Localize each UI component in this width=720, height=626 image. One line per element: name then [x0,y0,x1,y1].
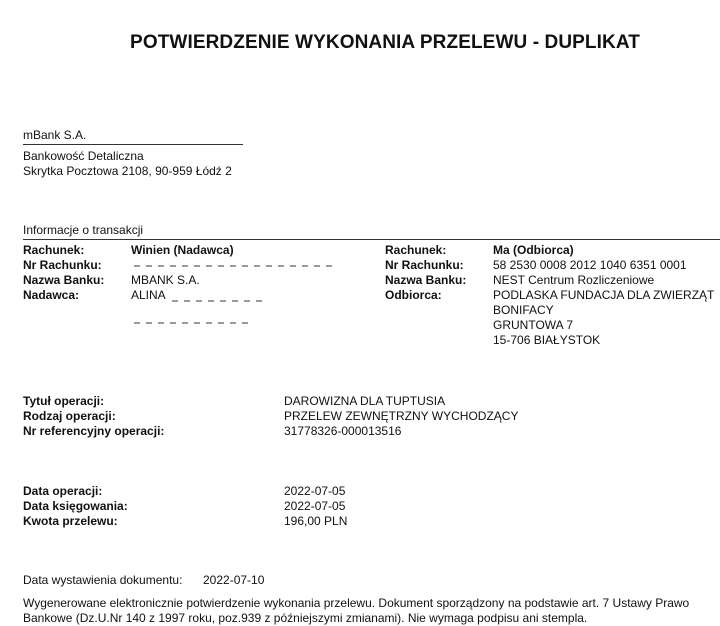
operation-date-label: Data operacji: [23,484,103,498]
recipient-party-line: GRUNTOWA 7 [493,318,574,332]
sender-bank-label: Nazwa Banku: [23,273,105,287]
sender-account-label: Rachunek: [23,243,85,257]
sender-name-redacted [172,300,262,302]
recipient-party-label: Odbiorca: [385,288,442,302]
footer-note-line: Wygenerowane elektronicznie potwierdzenie wykonania przelewu. Dokument sporządzony na podstawie art. 7 Ustawy Prawo [23,596,690,610]
operation-title-value: DAROWIZNA DLA TUPTUSIA [284,394,446,408]
recipient-account-side: Ma (Odbiorca) [493,243,574,257]
bank-name: mBank S.A. [23,128,87,142]
sender-account-number-redacted [134,265,334,267]
sender-party-label: Nadawca: [23,288,80,302]
transaction-divider [23,239,720,240]
document-title: POTWIERDZENIE WYKONANIA PRZELEWU - DUPLIKAT [130,32,640,53]
amount-label: Kwota przelewu: [23,514,118,528]
recipient-bank-label: Nazwa Banku: [385,273,467,287]
recipient-account-label: Rachunek: [385,243,447,257]
recipient-party-line: BONIFACY [493,303,554,317]
bank-divider [23,144,243,145]
operation-ref-value: 31778326-000013516 [284,424,402,438]
booking-date-label: Data księgowania: [23,499,128,513]
sender-bank-name: MBANK S.A. [131,273,200,287]
operation-type-label: Rodzaj operacji: [23,409,116,423]
operation-date-value: 2022-07-05 [284,484,346,498]
sender-address-redacted [134,322,254,324]
amount-value: 196,00 PLN [284,514,348,528]
bank-department: Bankowość Detaliczna [23,149,144,163]
recipient-party-line: 15-706 BIAŁYSTOK [493,333,601,347]
bank-address: Skrytka Pocztowa 2108, 90-959 Łódź 2 [23,164,232,178]
recipient-bank-name: NEST Centrum Rozliczeniowe [493,273,655,287]
recipient-account-number: 58 2530 0008 2012 1040 6351 0001 [493,258,687,272]
operation-type-value: PRZELEW ZEWNĘTRZNY WYCHODZĄCY [284,409,519,423]
booking-date-value: 2022-07-05 [284,499,346,513]
sender-account-side: Winien (Nadawca) [131,243,234,257]
operation-ref-label: Nr referencyjny operacji: [23,424,165,438]
recipient-number-label: Nr Rachunku: [385,258,464,272]
operation-title-label: Tytuł operacji: [23,394,105,408]
issue-date-label: Data wystawienia dokumentu: [23,573,183,587]
sender-party-name: ALINA [131,288,166,302]
recipient-party-line: PODLASKA FUNDACJA DLA ZWIERZĄT [493,288,715,302]
footer-note-line: Bankowe (Dz.U.Nr 140 z 1997 roku, poz.939 z późniejszymi zmianami). Nie wymaga podpisu ani stempla. [23,611,588,625]
sender-number-label: Nr Rachunku: [23,258,102,272]
issue-date-value: 2022-07-10 [203,573,265,587]
transaction-section-title: Informacje o transakcji [23,223,144,237]
